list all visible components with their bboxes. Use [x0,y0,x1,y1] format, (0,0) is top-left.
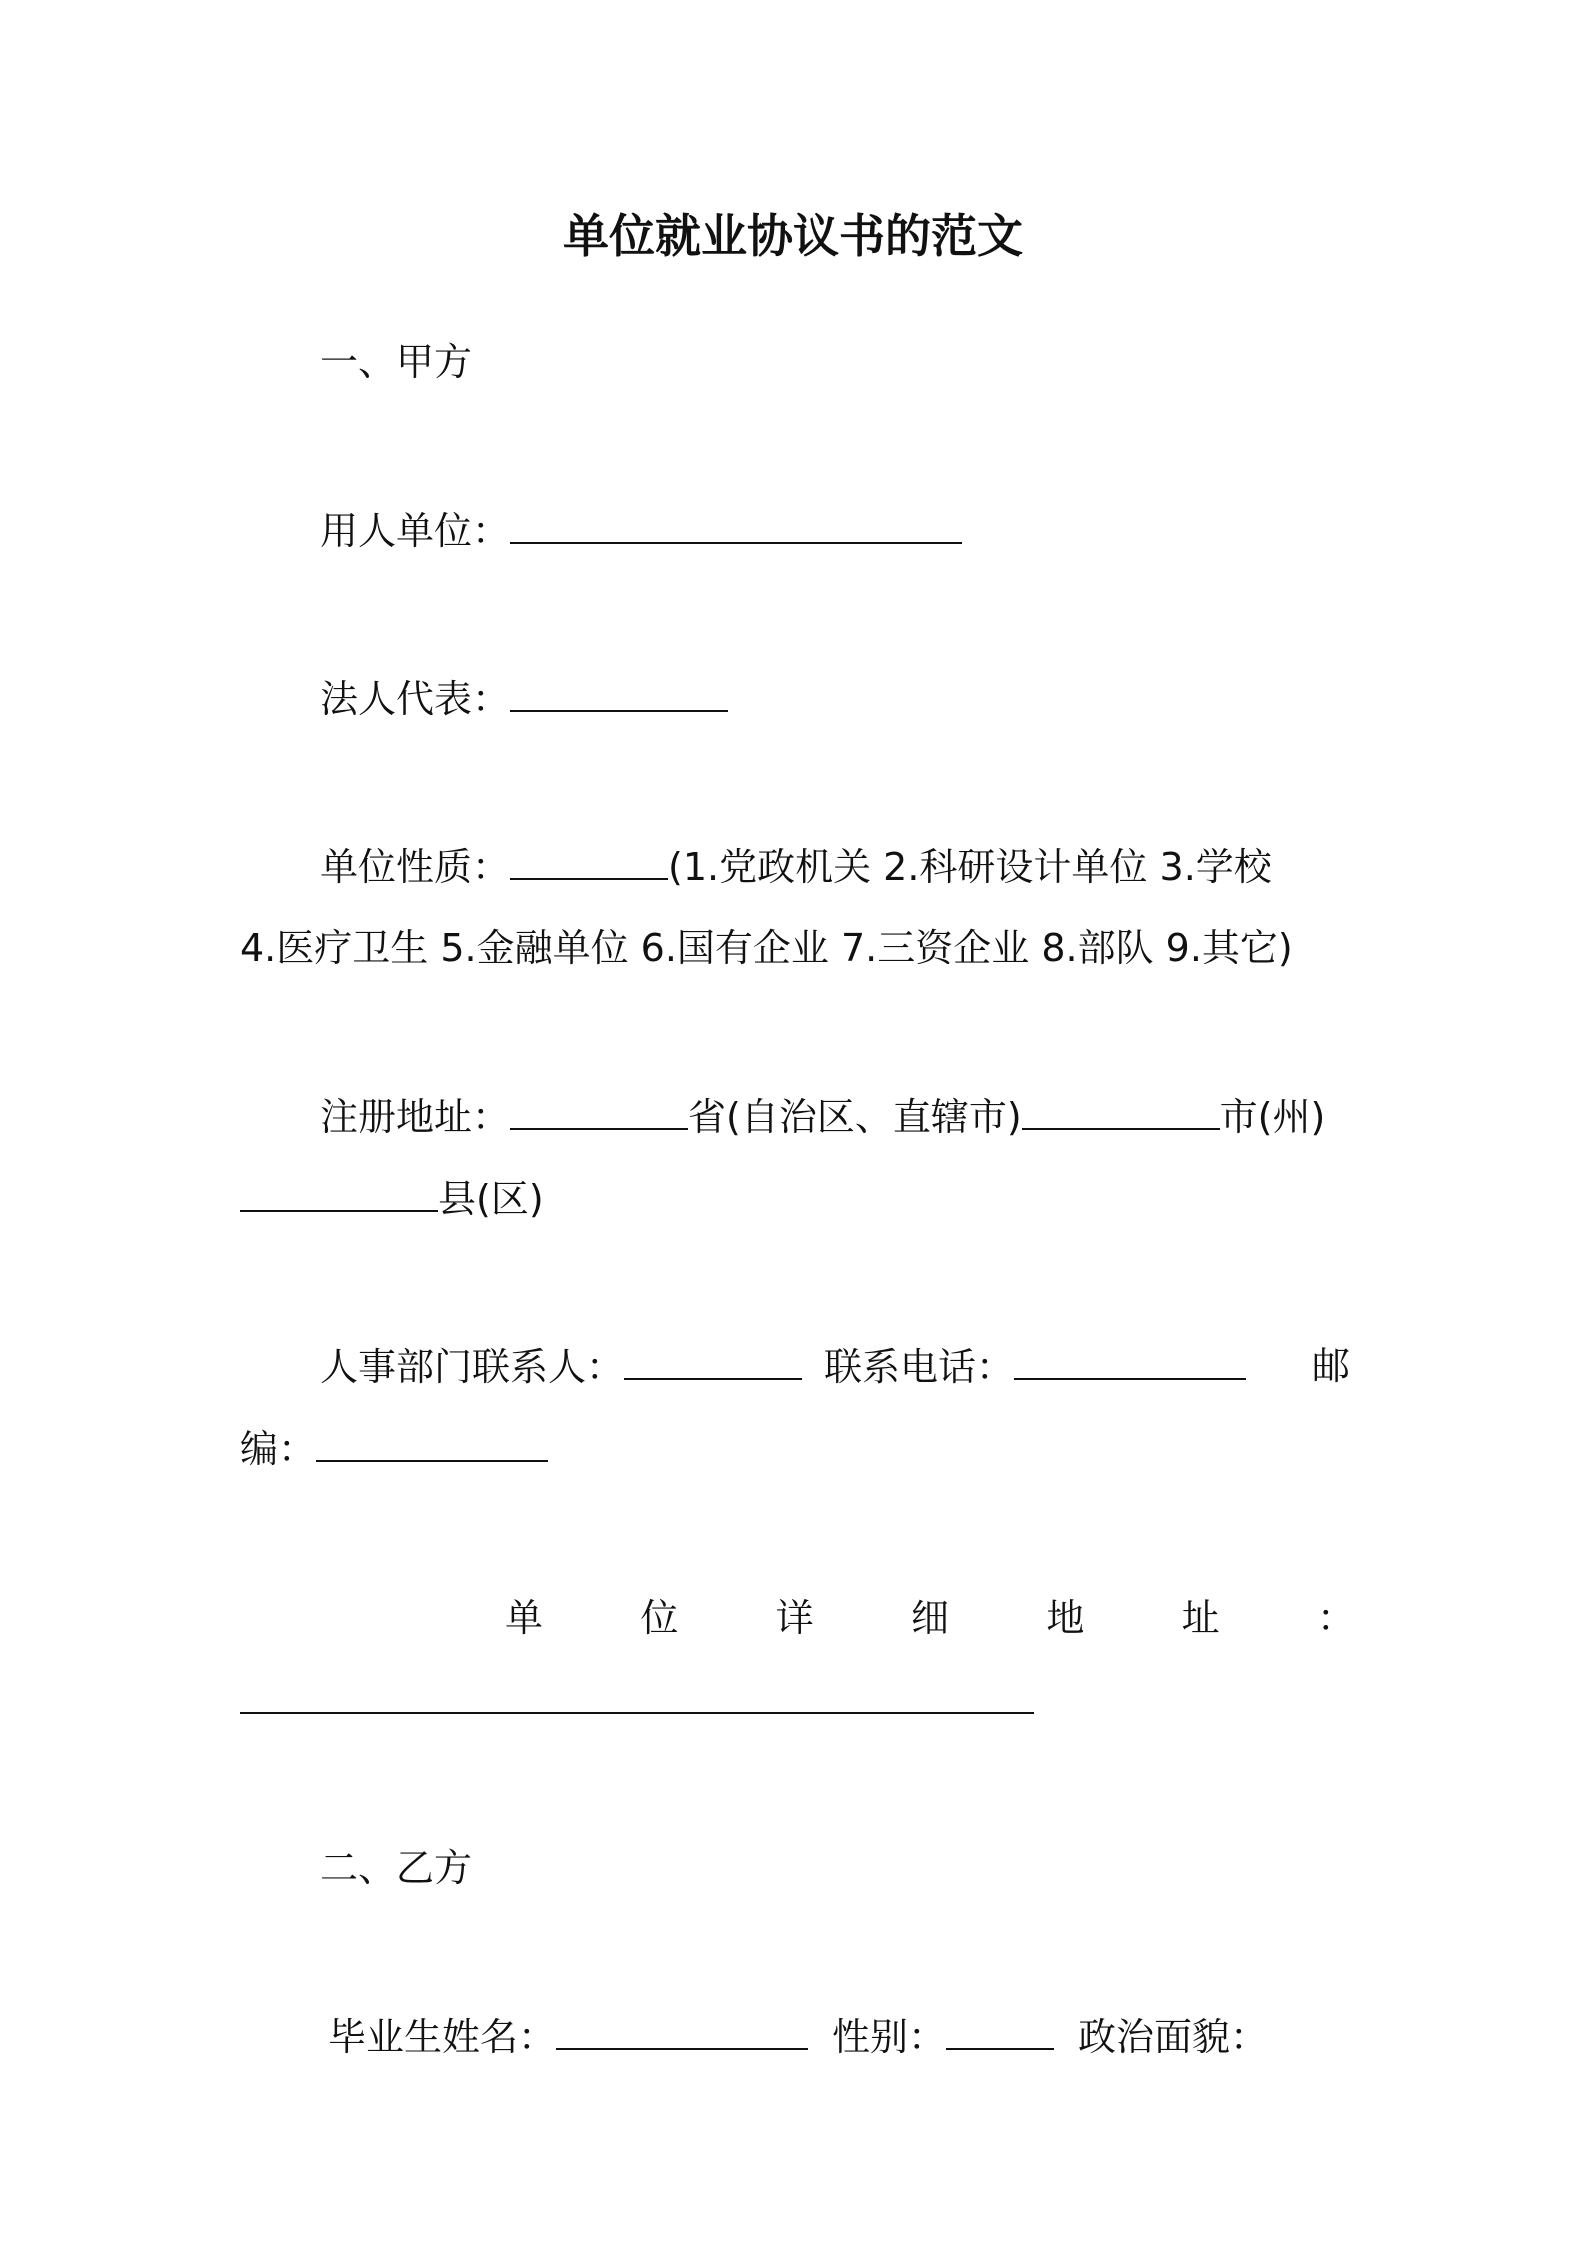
hr-contact-field[interactable] [624,1340,802,1380]
reg-address-row [320,1090,1325,1143]
reg-county-text: 县(区) [438,1177,544,1221]
legal-rep-label: 法人代表： [320,677,511,721]
postcode-char-1: 邮 [1312,1344,1351,1388]
gender-field[interactable] [946,2010,1054,2050]
unit-nature-options-2: 4.医疗卫生 5.金融单位 6.国有企业 7.三资企业 8.部队 9.其它) [240,926,1293,970]
employer-row [320,504,962,557]
unit-nature-field[interactable] [510,840,668,880]
phone-field[interactable] [1014,1340,1246,1380]
reg-address-row-2 [240,1172,544,1225]
detail-addr-char: 位 [640,1596,679,1640]
postcode-label: 编： [240,1427,317,1471]
gender-label: 性别： [832,2015,947,2059]
detail-addr-char: ： [1316,1596,1355,1640]
graduate-name-label: 毕业生姓名： [328,2015,557,2059]
reg-province-text: 省(自治区、直辖市) [688,1095,1022,1139]
reg-province-field[interactable] [510,1090,688,1130]
hr-contact-row [320,1340,1246,1393]
graduate-name-field[interactable] [556,2010,808,2050]
hr-contact-label: 人事部门联系人： [320,1345,625,1389]
unit-nature-options-1: (1.党政机关 2.科研设计单位 3.学校 [668,845,1272,889]
reg-city-field[interactable] [1022,1090,1220,1130]
detail-addr-char: 地 [1046,1596,1085,1640]
graduate-row [328,2010,1268,2063]
employer-field[interactable] [510,504,962,544]
reg-address-label: 注册地址： [320,1095,511,1139]
reg-city-text: 市(州) [1219,1095,1326,1139]
detail-address-row [240,1674,1034,1727]
postcode-field[interactable] [316,1422,548,1462]
detail-address-label [505,1592,1355,1644]
detail-addr-char: 详 [775,1596,814,1640]
section-b-heading: 二、乙方 [320,1846,473,1890]
document-title: 单位就业协议书的范文 [563,209,1023,263]
postcode-row [240,1422,548,1475]
political-label: 政治面貌： [1078,2015,1269,2059]
detail-addr-char: 址 [1181,1596,1220,1640]
legal-rep-field[interactable] [510,672,728,712]
unit-nature-label: 单位性质： [320,845,511,889]
unit-nature-row [320,840,1272,893]
reg-county-field[interactable] [240,1172,438,1212]
detail-address-field[interactable] [240,1674,1034,1714]
detail-addr-char: 细 [910,1596,949,1640]
phone-label: 联系电话： [824,1345,1015,1389]
detail-addr-char: 单 [505,1596,544,1640]
section-a-heading: 一、甲方 [320,340,473,384]
legal-rep-row [320,672,728,725]
employer-label: 用人单位： [320,509,511,553]
